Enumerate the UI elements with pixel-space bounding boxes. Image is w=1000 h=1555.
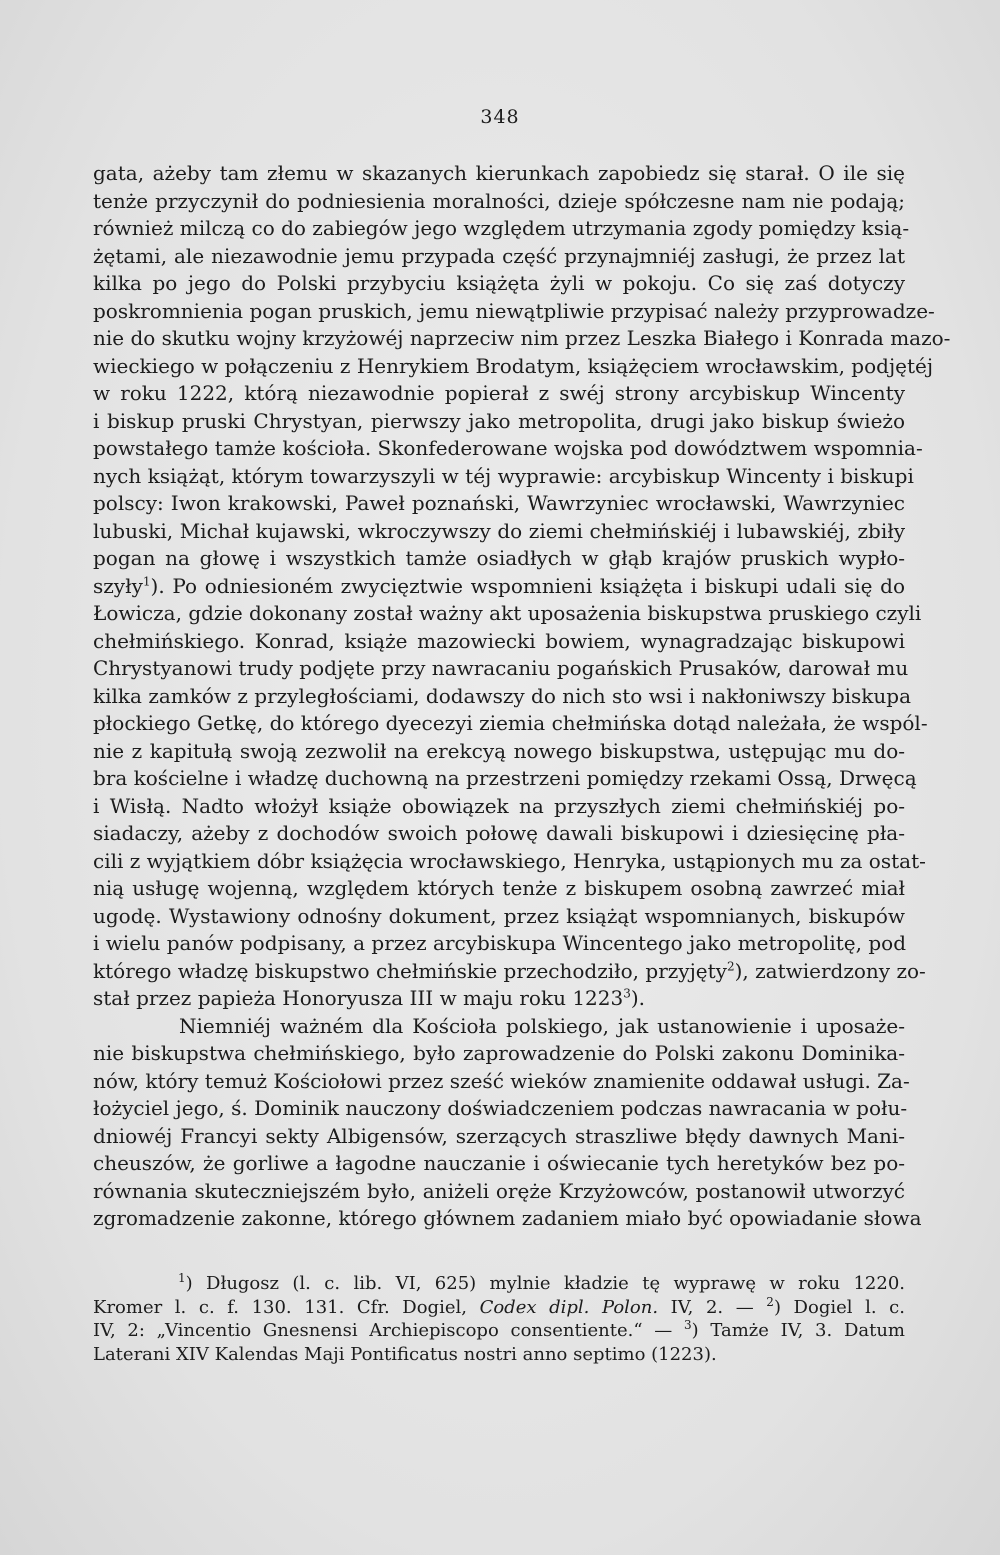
text-line: również milczą co do zabiegów jego względem utrzymania zgody pomiędzy ksią- — [93, 216, 910, 240]
footnote-line — [93, 1272, 905, 1296]
text-line — [93, 573, 905, 601]
text-line: i Wisłą. Nadto włożył książe obowiązek na przyszłych ziemi chełmińskiéj po- — [93, 793, 905, 818]
text-line — [93, 985, 905, 1013]
text-fragment: szyły — [93, 573, 143, 598]
footnote-line — [93, 1296, 905, 1320]
text-line: cili z wyjątkiem dóbr książęcia wrocławskiego, Henryka, ustąpionych mu za ostat- — [93, 848, 926, 873]
text-line: powstałego tamże kościoła. Skonfederowane wojska pod dowództwem wspomnia- — [93, 436, 923, 460]
main-text — [93, 160, 951, 1233]
text-line: ugodę. Wystawiony odnośny dokument, przez książąt wspomnianych, biskupów — [93, 903, 905, 928]
text-fragment: ) Długosz (l. c. lib. VI, 625) mylnie kładzie tę wyprawę w roku 1220. — [185, 1273, 905, 1294]
text-line: gata, ażeby tam złemu w skazanych kierunkach zapobiedz się starał. O ile się — [93, 161, 905, 185]
text-line: tenże przyczynił do podniesienia moralności, dzieje spółczesne nam nie podają; — [93, 188, 905, 213]
text-line: kilka zamków z przyległościami, dodawszy do nich sto wsi i nakłoniwszy biskupa — [93, 683, 912, 708]
italic-title: Codex dipl. Polon. — [479, 1296, 659, 1318]
text-line: zgromadzenie zakonne, którego głównem zadaniem miało być opowiadanie słowa — [93, 1206, 922, 1230]
text-line: nie do skutku wojny krzyżowéj naprzeciw nim przez Leszka Białego i Konrada mazo- — [93, 326, 951, 350]
text-line: nów, który temuż Kościołowi przez sześć wieków znamienite oddawał usługi. Za- — [93, 1068, 910, 1093]
text-line: równania skuteczniejszém było, aniżeli oręże Krzyżowców, postanowił utworzyć — [93, 1178, 905, 1203]
text-fragment: ). Po odniesioném zwycięztwie wspomnieni książęta i biskupi udali się do — [150, 573, 905, 598]
text-fragment: ), zatwierdzony zo- — [734, 958, 926, 983]
text-fragment: IV, 2: „Vincentio Gnesnensi Archiepiscopo consentiente.“ — — [93, 1320, 673, 1341]
text-line: w roku 1222, którą niezawodnie popierał z swéj strony arcybiskup Wincenty — [93, 381, 905, 405]
text-line: poskromnienia pogan pruskich, jemu niewątpliwie przypisać należy przyprowadze- — [93, 298, 935, 323]
text-line: dniowéj Francyi sekty Albigensów, szerzących straszliwe błędy dawnych Mani- — [93, 1123, 905, 1148]
text-fragment: IV, 2. — — [670, 1296, 754, 1318]
text-fragment: ) Dogiel l. c. — [773, 1296, 905, 1318]
text-line: bra kościelne i władzę duchowną na przestrzeni pomiędzy rzekami Ossą, Drwęcą — [93, 766, 917, 790]
text-line: siadaczy, ażeby z dochodów swoich połowę dawali biskupowi i dziesięcinę pła- — [93, 821, 905, 845]
text-fragment: Kromer l. c. f. 130. 131. Cfr. Dogiel, — [93, 1296, 467, 1318]
footnote-mark: 1 — [178, 1271, 186, 1285]
text-line: żętami, ale niezawodnie jemu przypada część przynajmniéj zasługi, że przez lat — [93, 243, 905, 268]
text-fragment: stał przez papieża Honoryusza III w maju roku 1223 — [93, 986, 624, 1010]
text-line: i wielu panów podpisany, a przez arcybiskupa Wincentego jako metropolitę, pod — [93, 931, 907, 955]
text-line: wieckiego w połączeniu z Henrykiem Brodatym, książęciem wrocławskim, podjętéj — [93, 353, 934, 378]
text-line: nie biskupstwa chełmińskiego, było zaprowadzenie do Polski zakonu Dominika- — [93, 1041, 905, 1065]
footnote-ref: 2 — [726, 958, 735, 973]
footnote-ref: 1 — [142, 573, 151, 588]
text-line: Chrystyanowi trudy podjęte przy nawracaniu pogańskich Prusaków, darował mu — [93, 656, 909, 680]
text-line: Łowicza, gdzie dokonany został ważny akt uposażenia biskupstwa pruskiego czyli — [93, 601, 922, 625]
text-fragment: którego władzę biskupstwo chełmińskie przechodziło, przyjęty — [93, 958, 727, 983]
footnote-ref: 3 — [623, 986, 631, 1001]
paragraph-first-line: Niemniéj ważném dla Kościoła polskiego, jak ustanowienie i uposaże- — [179, 1013, 905, 1038]
footnote-line — [93, 1319, 905, 1343]
text-line: kilka po jego do Polski przybyciu książęta żyli w pokoju. Co się zaś dotyczy — [93, 271, 905, 295]
footnotes — [93, 1272, 905, 1366]
text-fragment: ) Tamże IV, 3. Datum — [691, 1320, 905, 1341]
text-line: polscy: Iwon krakowski, Paweł poznański, Wawrzyniec wrocławski, Wawrzyniec — [93, 491, 905, 515]
text-line — [93, 958, 926, 986]
text-line: nych książąt, którym towarzyszyli w téj wyprawie: arcybiskup Wincenty i biskupi — [93, 463, 914, 488]
footnote-line: Laterani XIV Kalendas Maji Pontificatus nostri anno septimo (1223). — [93, 1343, 717, 1365]
text-line: pogan na głowę i wszystkich tamże osiadłych w głąb krajów pruskich wypło- — [93, 546, 905, 570]
footnote-mark: 2 — [766, 1294, 774, 1309]
text-line: łożyciel jego, ś. Dominik nauczony doświadczeniem podczas nawracania w połu- — [93, 1096, 908, 1120]
text-line: płockiego Getkę, do którego dyecezyi ziemia chełmińska dotąd należała, że wspól- — [93, 711, 928, 735]
text-line: nią usługę wojenną, względem których tenże z biskupem osobną zawrzeć miał — [93, 876, 905, 900]
text-line: chełmińskiego. Konrad, książe mazowiecki bowiem, wynagradzając biskupowi — [93, 628, 905, 653]
text-line: nie z kapitułą swoją zezwolił na erekcyą nowego biskupstwa, ustępując mu do- — [93, 738, 905, 763]
text-line: cheuszów, że gorliwe a łagodne nauczanie i oświecanie tych heretyków bez po- — [93, 1151, 905, 1175]
page-number: 348 — [480, 106, 520, 128]
text-line: lubuski, Michał kujawski, wkroczywszy do ziemi chełmińskiéj i lubawskiéj, zbiły — [93, 518, 905, 543]
text-fragment: ). — [630, 986, 646, 1010]
footnote-mark: 3 — [684, 1318, 692, 1332]
text-line: i biskup pruski Chrystyan, pierwszy jako metropolita, drugi jako biskup świeżo — [93, 408, 905, 433]
